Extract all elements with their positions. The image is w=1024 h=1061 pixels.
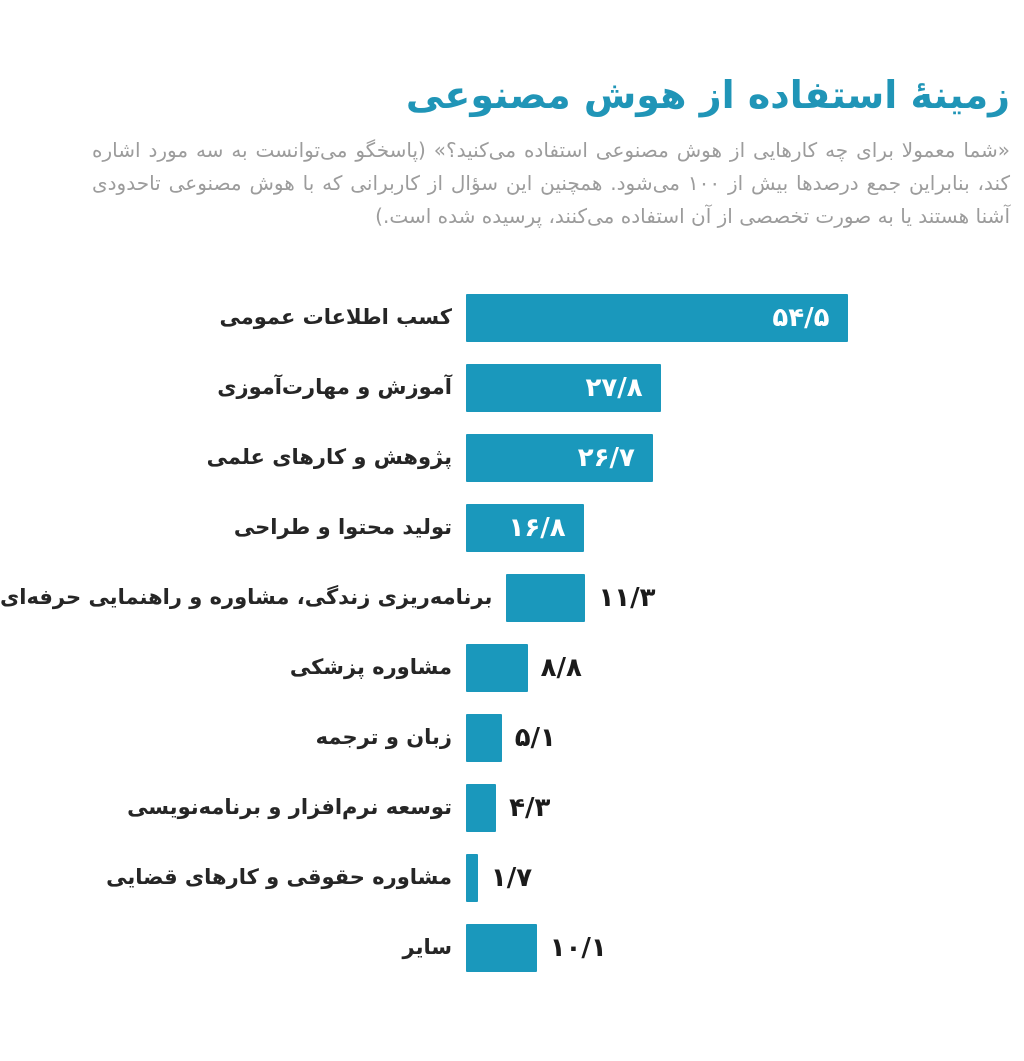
value-label-outside: ۱۱/۳ xyxy=(598,582,656,613)
chart-row xyxy=(0,563,1024,633)
value-label-outside: ۱/۷ xyxy=(490,862,533,893)
bar-zone xyxy=(506,574,1024,622)
bar-zone xyxy=(466,364,1024,412)
bar xyxy=(466,644,528,692)
bar-zone xyxy=(466,784,1024,832)
bar-chart xyxy=(0,283,1024,983)
category-label: آموزش و مهارت‌آموزی xyxy=(217,374,452,399)
chart-row xyxy=(0,913,1024,983)
category-label: توسعه نرم‌افزار و برنامه‌نویسی xyxy=(127,794,452,819)
value-label-inside: ۲۷/۸ xyxy=(585,372,643,403)
category-label: پژوهش و کارهای علمی xyxy=(206,444,452,469)
chart-row xyxy=(0,423,1024,493)
bar-zone xyxy=(466,434,1024,482)
bar xyxy=(466,434,653,482)
bar xyxy=(466,364,661,412)
chart-row xyxy=(0,283,1024,353)
value-label-outside: ۱۰/۱ xyxy=(549,932,607,963)
bar-zone xyxy=(466,644,1024,692)
value-label-outside: ۸/۸ xyxy=(540,652,582,683)
bar xyxy=(466,784,496,832)
bar-zone xyxy=(466,294,1024,342)
chart-row xyxy=(0,493,1024,563)
bar-zone xyxy=(466,854,1024,902)
value-label-inside: ۲۶/۷ xyxy=(577,442,635,473)
category-label: مشاوره حقوقی و کارهای قضایی xyxy=(106,864,452,889)
value-label-inside: ۱۶/۸ xyxy=(508,512,566,543)
bar xyxy=(466,854,478,902)
chart-row xyxy=(0,773,1024,843)
bar-zone xyxy=(466,714,1024,762)
category-label: تولید محتوا و طراحی xyxy=(233,514,452,539)
bar-zone xyxy=(466,924,1024,972)
chart-row xyxy=(0,703,1024,773)
value-label-outside: ۵/۱ xyxy=(514,722,556,753)
bar xyxy=(466,924,537,972)
category-label: برنامه‌ریزی زندگی، مشاوره و راهنمایی حرفه‌ای xyxy=(0,584,493,609)
value-label-inside: ۵۴/۵ xyxy=(772,302,830,333)
bar xyxy=(466,504,584,552)
bar-zone xyxy=(466,504,1024,552)
chart-row xyxy=(0,843,1024,913)
chart-description: «شما معمولا برای چه کارهایی از هوش مصنوعی استفاده می‌کنید؟» (پاسخگو می‌توانست به سه مورد اشاره کند، بنابراین جمع درصدها بیش از ۱۰۰ می‌شود. همچنین این سؤال از کاربرانی که با هوش مصنوعی تاحدودی آشنا هستند یا به صورت تخصصی از آن استفاده می‌کنند، پرسیده شده است.) xyxy=(92,137,1011,228)
page-title: زمینهٔ استفاده از هوش مصنوعی xyxy=(405,73,1010,117)
category-label: کسب اطلاعات عمومی xyxy=(219,304,452,329)
chart-row xyxy=(0,633,1024,703)
bar xyxy=(466,714,502,762)
category-label: زبان و ترجمه xyxy=(315,724,452,749)
category-label: مشاوره پزشکی xyxy=(289,654,452,679)
bar xyxy=(466,294,848,342)
bar xyxy=(506,574,585,622)
chart-row xyxy=(0,353,1024,423)
category-label: سایر xyxy=(402,934,452,959)
value-label-outside: ۴/۳ xyxy=(509,792,551,823)
